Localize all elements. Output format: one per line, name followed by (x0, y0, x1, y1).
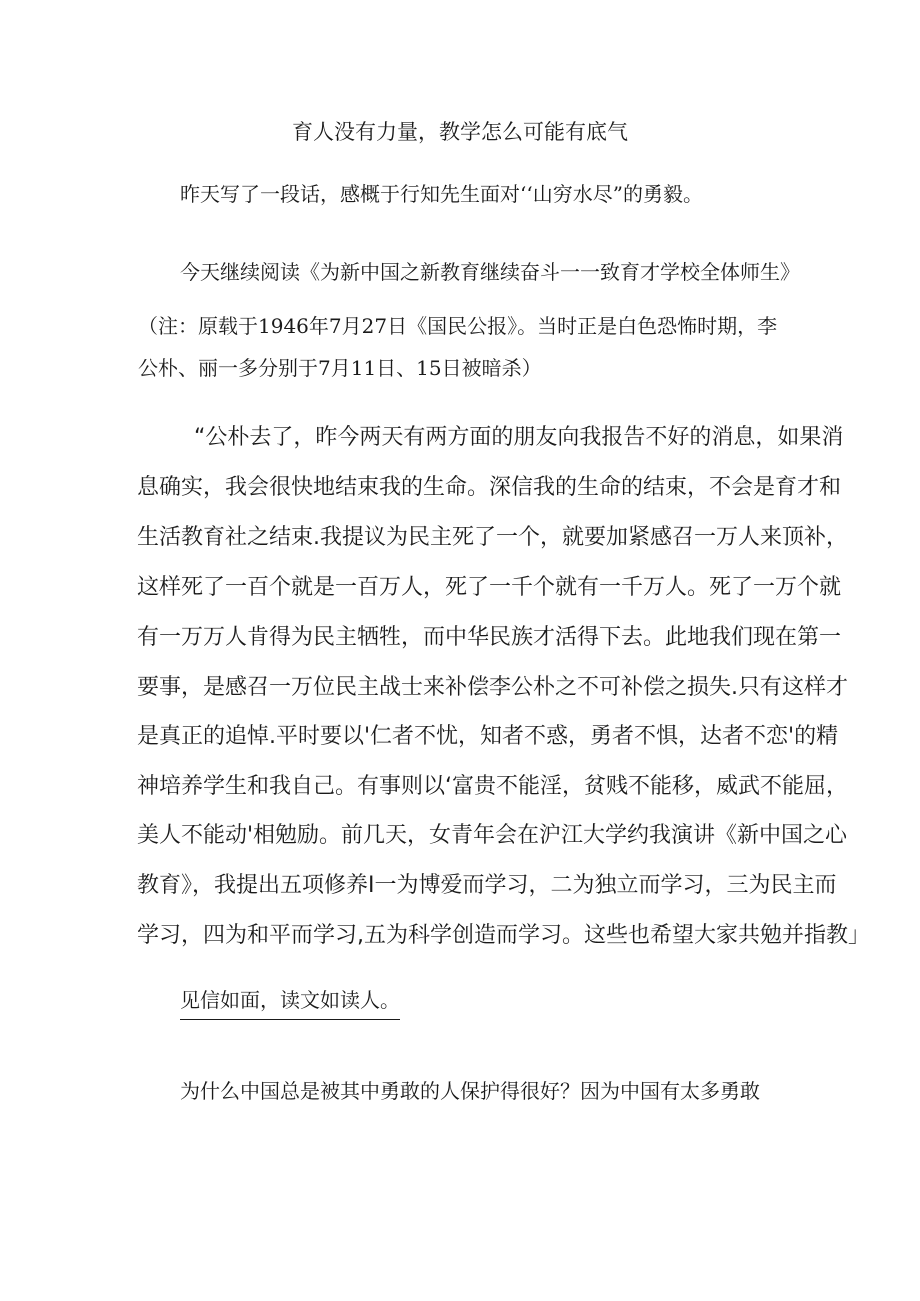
quote-line: 这样死了一百个就是一百万人，死了一千个就有一千万人。死了一万个就 (137, 575, 842, 600)
quote-line: 生活教育社之结束.我提议为民主死了一个，就要加紧感召一万人来顶补， (137, 525, 848, 550)
quote-line: “公朴去了，昨今两天有两方面的朋友向我报告不好的消息，如果消 (194, 425, 844, 450)
closing-line: 见信如面，读文如读人。 (180, 982, 400, 1020)
reading-line-1: 今天继续阅读《为新中国之新教育继续奋斗一一致育才学校全体师生》 (180, 260, 800, 284)
quote-line: 神培养学生和我自己。有事则以‘富贵不能淫，贫贱不能移，威武不能屈， (137, 774, 848, 799)
question-paragraph: 为什么中国总是被其中勇敢的人保护得很好？因为中国有太多勇敢 (180, 1079, 760, 1103)
document-title: 育人没有力量，教学怎么可能有底气 (292, 120, 628, 144)
quote-line: 息确实，我会很快地结束我的生命。深信我的生命的结束，不会是育才和 (137, 475, 842, 500)
quote-line: 美人不能动'相勉励。前几天，女青年会在沪江大学约我演讲《新中国之心 (137, 823, 848, 848)
quote-line: 教育》，我提出五项修养I一为博爱而学习，二为独立而学习，三为民主而 (137, 873, 837, 898)
intro-paragraph: 昨天写了一段话，感概于行知先生面对‘‘山穷水尽”的勇毅。 (180, 182, 703, 206)
quote-line: 有一万万人肯得为民主牺牲，而中华民族才活得下去。此地我们现在第一 (137, 625, 842, 650)
reading-line-3: 公朴、丽一多分别于7月11日、15日被暗杀） (138, 356, 542, 380)
quote-line: 要事，是感召一万位民主战士来补偿李公朴之不可补偿之损失.只有这样才 (137, 675, 848, 700)
quote-line: 学习，四为和平而学习,五为科学创造而学习。这些也希望大家共勉并指教」 (137, 923, 870, 948)
quote-line: 是真正的追悼.平时要以'仁者不忧，知者不惑，勇者不惧，达者不恋'的精 (137, 724, 839, 749)
reading-line-2: （注：原载于1946年7月27日《国民公报》。当时正是白色恐怖时期，李 (138, 314, 778, 338)
